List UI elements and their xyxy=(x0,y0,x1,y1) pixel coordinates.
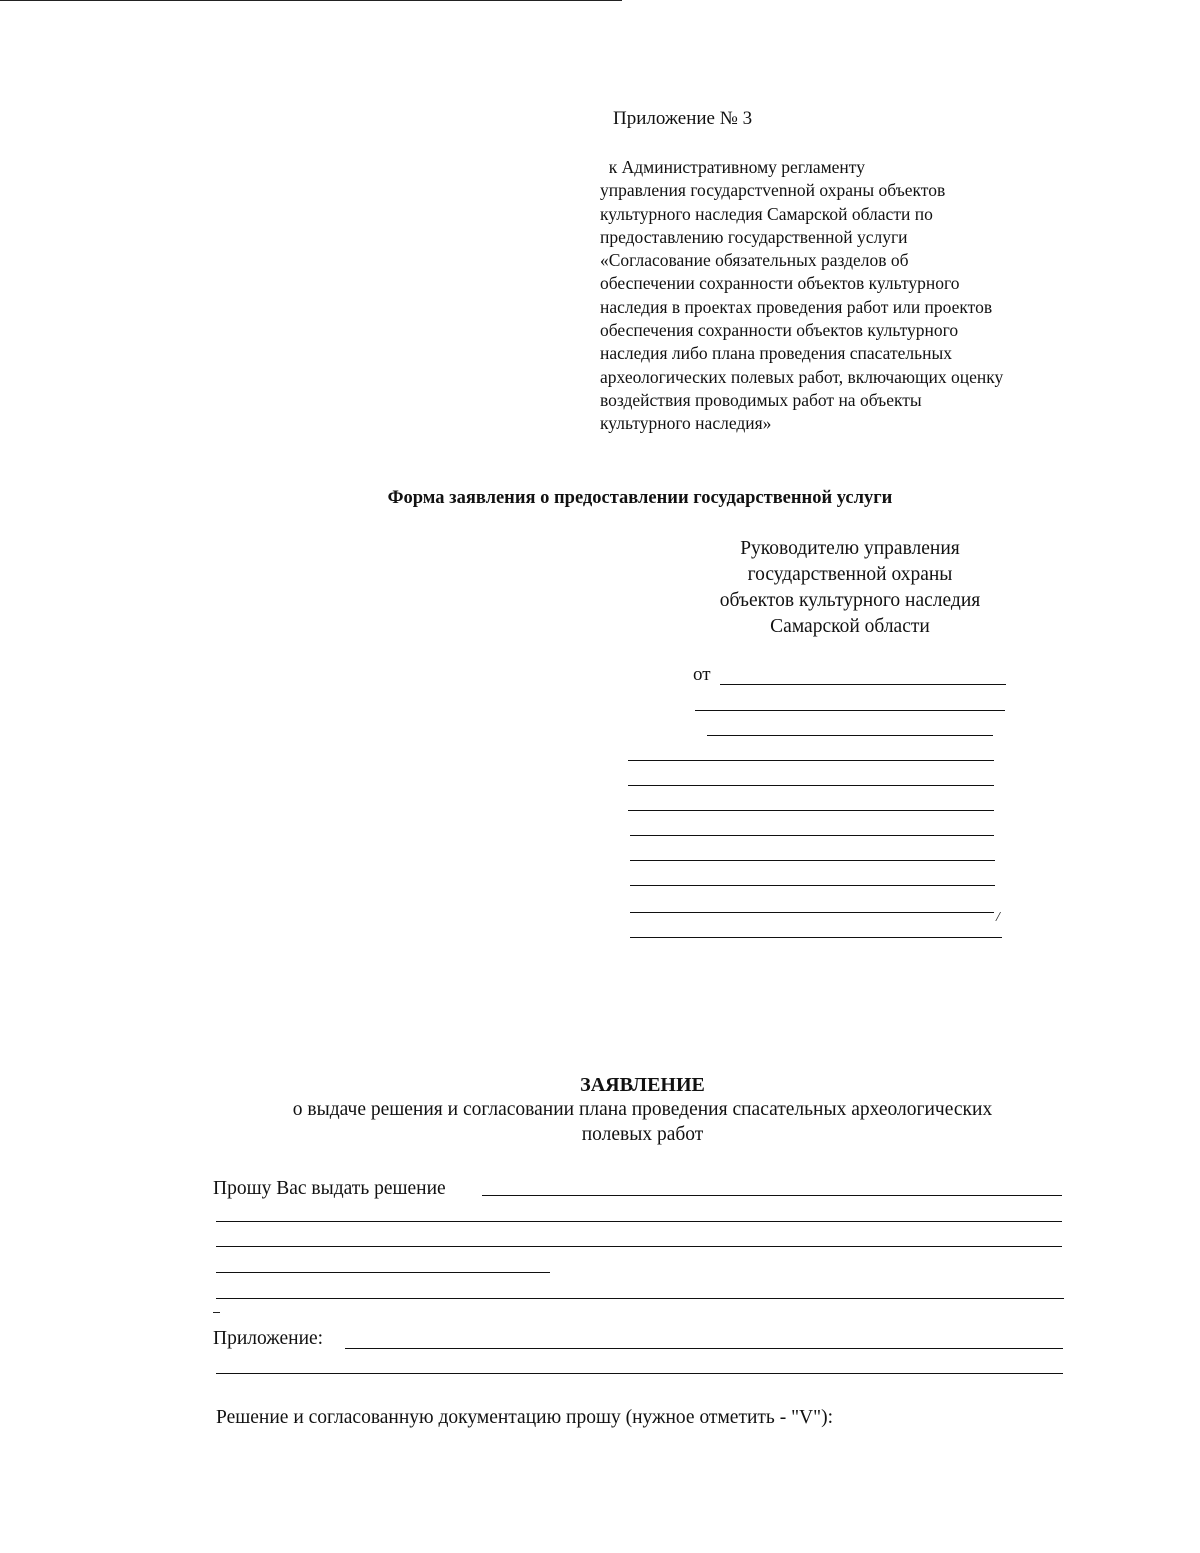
regulation-line: обеспечения сохранности объектов культурного xyxy=(600,320,959,341)
attachment-fill-line[interactable] xyxy=(345,1348,1063,1349)
regulation-line: культурного наследия» xyxy=(600,413,772,434)
subtitle-line: полевых работ xyxy=(581,1124,704,1145)
applicant-fill-line[interactable] xyxy=(630,860,995,861)
addressee-line: объектов культурного наследия xyxy=(719,590,981,611)
applicant-fill-line[interactable] xyxy=(628,810,994,811)
request-fill-line[interactable] xyxy=(216,1246,1062,1247)
from-label: от xyxy=(693,664,711,685)
top-edge-rule xyxy=(0,0,622,1)
addressee-line: государственной охраны xyxy=(747,564,953,585)
tick-mark: / xyxy=(996,910,1000,925)
applicant-name-line[interactable] xyxy=(720,684,1006,685)
applicant-fill-line[interactable] xyxy=(630,937,1002,938)
regulation-line: воздействия проводимых работ на объекты xyxy=(600,389,922,410)
request-label: Прошу Вас выдать решение xyxy=(213,1178,446,1199)
applicant-fill-line[interactable] xyxy=(630,885,995,886)
regulation-line: управления государстvenной охраны объектов xyxy=(600,180,946,201)
dash-mark xyxy=(213,1312,220,1313)
applicant-fill-line[interactable] xyxy=(695,710,1005,711)
regulation-line: обеспечении сохранности объектов культурного xyxy=(600,273,960,294)
regulation-line: культурного наследия Самарской области по xyxy=(600,203,933,224)
regulation-line: наследия в проектах проведения работ или проектов xyxy=(600,296,993,317)
request-fill-line[interactable] xyxy=(216,1221,1062,1222)
regulation-line: предоставлению государственной услуги xyxy=(600,226,908,247)
choice-label: Решение и согласованную документацию прошу (нужное отметить - "V"): xyxy=(216,1407,833,1428)
subtitle-line: о выдаче решения и согласовании плана проведения спасательных археологических xyxy=(292,1099,993,1120)
addressee-block xyxy=(680,536,1020,640)
regulation-line: наследия либо плана проведения спасательных xyxy=(600,343,952,364)
regulation-reference xyxy=(600,156,1090,436)
application-title: ЗАЯВЛЕНИЕ xyxy=(580,1074,705,1096)
request-fill-line[interactable] xyxy=(216,1298,1064,1299)
addressee-line: Руководителю управления xyxy=(740,538,960,559)
regulation-line: «Согласование обязательных разделов об xyxy=(600,250,909,271)
applicant-fill-line[interactable] xyxy=(628,760,994,761)
attachment-fill-line[interactable] xyxy=(216,1373,1063,1374)
regulation-line: к Административному регламенту xyxy=(600,157,865,177)
appendix-number: Приложение № 3 xyxy=(613,108,753,129)
application-subtitle xyxy=(200,1097,1085,1147)
attachment-label: Приложение: xyxy=(213,1328,324,1349)
applicant-fill-line[interactable] xyxy=(628,785,994,786)
applicant-fill-line[interactable] xyxy=(630,912,994,913)
form-title: Форма заявления о предоставлении государственной услуги xyxy=(387,488,893,508)
request-fill-line[interactable] xyxy=(482,1195,1062,1196)
applicant-fill-line[interactable] xyxy=(630,835,994,836)
regulation-line: археологических полевых работ, включающих оценку xyxy=(600,366,1004,387)
request-fill-line[interactable] xyxy=(216,1272,550,1273)
addressee-line: Самарской области xyxy=(770,616,930,637)
applicant-fill-line[interactable] xyxy=(707,735,993,736)
